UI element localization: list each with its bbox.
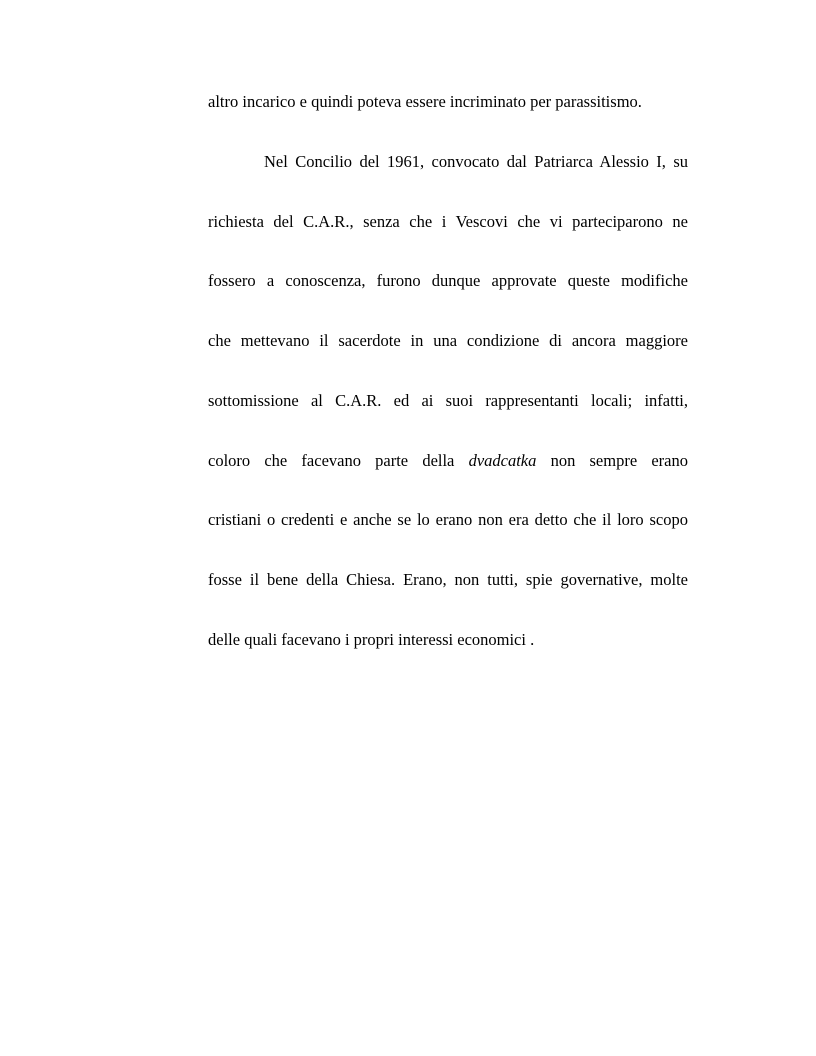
text-line-5: che mettevano il sacerdote in una condizione di ancora maggiore: [208, 331, 688, 350]
italic-term: dvadcatka: [468, 450, 537, 470]
body-text: [208, 92, 688, 650]
text-line-8: cristiani o credenti e anche se lo erano non era detto che il loro scopo: [208, 510, 688, 530]
text-line-3: richiesta del C.A.R., senza che i Vescovi che vi parteciparono ne: [208, 211, 688, 231]
text-line-9: fosse il bene della Chiesa. Erano, non tutti, spie governative, molte: [208, 570, 688, 589]
text-line-2: Nel Concilio del 1961, convocato dal Patriarca Alessio I, su: [264, 151, 688, 171]
text-line-4: fossero a conoscenza, furono dunque approvate queste modifiche: [208, 271, 688, 291]
text-line-10: delle quali facevano i propri interessi economici .: [208, 629, 535, 649]
text-line-1: altro incarico e quindi poteva essere incriminato per parassitismo.: [208, 92, 642, 111]
text-line-7: [208, 451, 688, 471]
text-line-6: sottomissione al C.A.R. ed ai suoi rappresentanti locali; infatti,: [208, 390, 688, 410]
text-line-7-after: non sempre erano: [536, 450, 688, 470]
text-line-7-before: coloro che facevano parte della: [208, 450, 469, 470]
